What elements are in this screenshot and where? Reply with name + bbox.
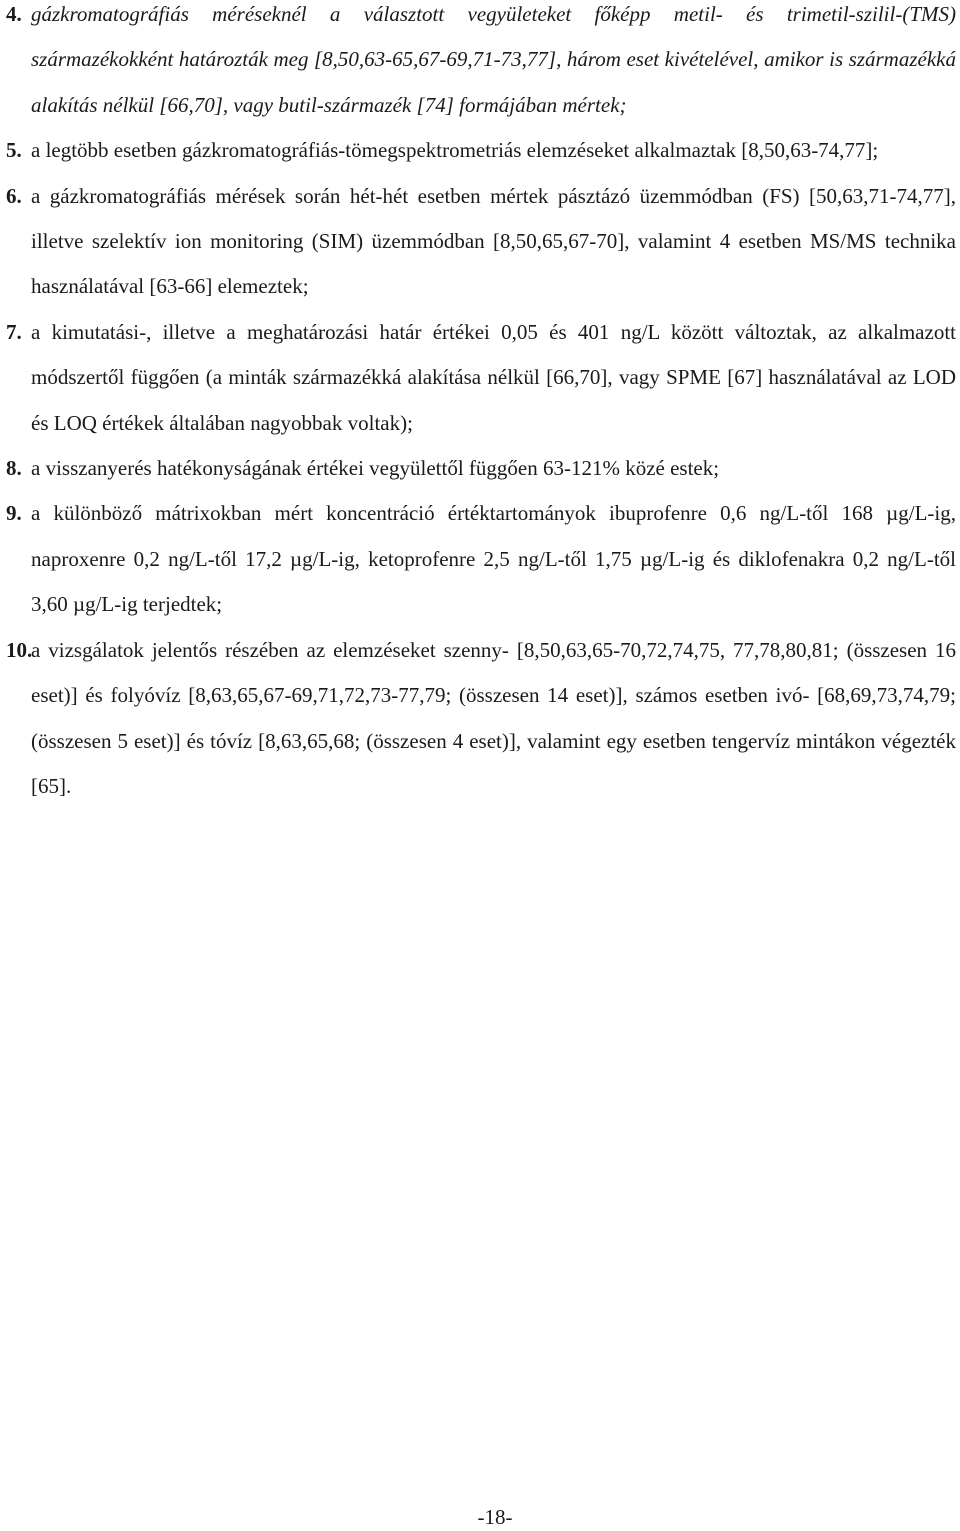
list-item-number: 8. [6, 456, 22, 481]
list-item-text: a különböző mátrixokban mért koncentráció értéktartományok ibuprofenre 0,6 ng/L-től 168 µg/L-ig, naproxenre 0,2 ng/L-től 17,2 µg/L-ig, ketoprofenre 2,5 ng/L-től 1,75 µg/L-ig és diklofenakra 0,2 ng/L-től 3,60 µg/L-ig terjedtek; [31, 501, 956, 617]
list-item-6 [6, 174, 956, 310]
list-item-5 [6, 128, 956, 173]
list-item-4 [6, 0, 956, 128]
list-item-text: a gázkromatográfiás mérések során hét-hét esetben mértek pásztázó üzemmódban (FS) [50,63,71-74,77], illetve szelektív ion monitoring (SIM) üzemmódban [8,50,65,67-70], valamint 4 esetben MS/MS technika használatával [63-66] elemeztek; [31, 183, 956, 299]
list-item-10 [6, 628, 956, 810]
page-number: -18- [477, 1505, 513, 1529]
list-item-number: 9. [6, 501, 22, 526]
list-item-number: 5. [6, 138, 22, 163]
list-item-number: 7. [6, 319, 22, 344]
list-item-text: gázkromatográfiás méréseknél a választott vegyületeket főképp metil- és trimetil-szilil-(TMS) származékokként határozták meg [8,50,63-65,67-69,71-73,77], három eset kivételével, amikor is származékká alakítás nélkül [66,70], vagy butil-származék [74] formájában mértek; [31, 2, 956, 117]
document-body [6, 0, 956, 809]
list-item-text: a kimutatási-, illetve a meghatározási határ értékei 0,05 és 401 ng/L között változtak, az alkalmazott módszertől függően (a minták származékká alakítása nélkül [66,70], vagy SPME [67] használatával az LOD és LOQ értékek általában nagyobbak voltak); [31, 319, 956, 435]
list-item-number: 6. [6, 183, 22, 208]
list-item-7 [6, 310, 956, 446]
list-item-number: 4. [6, 2, 22, 26]
list-item-number: 10. [6, 637, 33, 662]
list-item-8 [6, 446, 956, 491]
list-item-text: a visszanyerés hatékonyságának értékei vegyülettől függően 63-121% közé estek; [31, 456, 720, 481]
list-item-text: a vizsgálatok jelentős részében az elemzéseket szenny- [8,50,63,65-70,72,74,75, 77,78,80,81; (összesen 16 eset)] és folyóvíz [8,63,65,67-69,71,72,73-77,79; (összesen 14 eset)], számos esetben ivó- [68,69,73,74,79; (összesen 5 eset)] és tóvíz [8,63,65,68; (összesen 4 eset)], valamint egy esetben tengervíz mintákon végezték [65]. [31, 637, 956, 798]
list-item-9 [6, 491, 956, 627]
list-item-text: a legtöbb esetben gázkromatográfiás-tömegspektrometriás elemzéseket alkalmaztak [8,50,63-74,77]; [31, 138, 879, 163]
